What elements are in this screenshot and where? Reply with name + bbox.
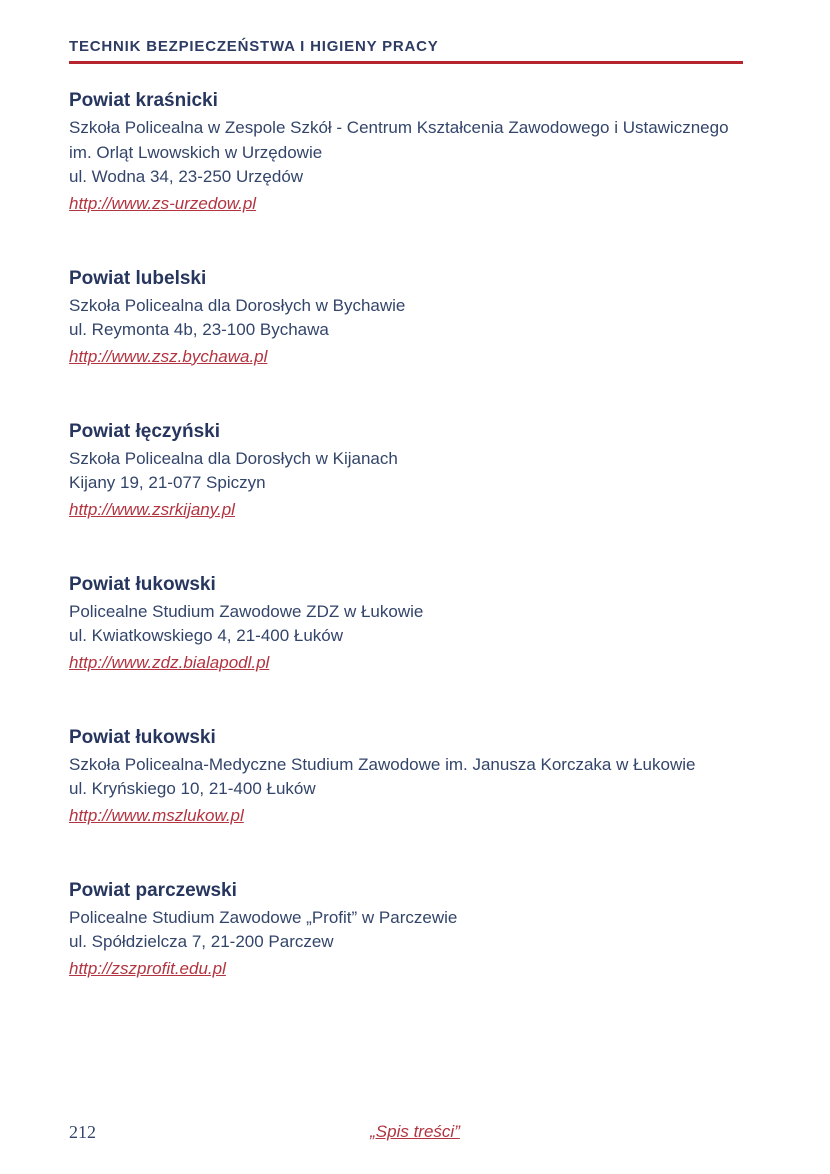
school-entry [69, 88, 743, 216]
page-footer [0, 1122, 830, 1146]
school-name-line: Policealne Studium Zawodowe „Profit” w Parczewie [69, 907, 458, 927]
school-name-line: Policealne Studium Zawodowe ZDZ w Łukowie [69, 601, 424, 621]
school-address-line: ul. Kryńskiego 10, 21-400 Łuków [69, 779, 316, 798]
school-name-line: Szkoła Policealna dla Dorosłych w Bychawie [69, 295, 406, 315]
school-entry [69, 725, 743, 828]
county-heading: Powiat łukowski [69, 726, 216, 748]
county-heading: Powiat łęczyński [69, 420, 221, 442]
school-address-line: ul. Spółdzielcza 7, 21-200 Parczew [69, 932, 334, 951]
school-address-line: ul. Reymonta 4b, 23-100 Bychawa [69, 320, 329, 339]
school-address-line: ul. Wodna 34, 23-250 Urzędów [69, 167, 304, 186]
school-website-link[interactable]: http://www.zs-urzedow.pl [69, 193, 257, 213]
page-content [69, 38, 743, 1031]
table-of-contents-link[interactable]: „Spis treści” [370, 1122, 460, 1141]
school-name-line: Szkoła Policealna-Medyczne Studium Zawodowe im. Janusza Korczaka w Łukowie [69, 754, 696, 774]
school-website-link[interactable]: http://www.zdz.bialapodl.pl [69, 652, 270, 672]
school-address-line: ul. Kwiatkowskiego 4, 21-400 Łuków [69, 626, 344, 645]
school-entry [69, 572, 743, 675]
school-website-link[interactable]: http://www.zsrkijany.pl [69, 499, 235, 519]
page-title: TECHNIK BEZPIECZEŃSTWA I HIGIENY PRACY [69, 38, 439, 55]
school-address-line: Kijany 19, 21-077 Spiczyn [69, 473, 266, 492]
school-website-link[interactable]: http://www.zsz.bychawa.pl [69, 346, 268, 366]
county-heading: Powiat łukowski [69, 573, 216, 595]
school-entry [69, 266, 743, 369]
county-heading: Powiat parczewski [69, 879, 237, 901]
school-name-line: Szkoła Policealna w Zespole Szkół - Centrum Kształcenia Zawodowego i Ustawicznego [69, 118, 729, 137]
school-name-line: im. Orląt Lwowskich w Urzędowie [69, 142, 323, 162]
school-entry [69, 419, 743, 522]
county-heading: Powiat kraśnicki [69, 90, 218, 111]
page-number: 212 [69, 1122, 96, 1142]
school-name-line: Szkoła Policealna dla Dorosłych w Kijanach [69, 448, 398, 468]
school-entry [69, 878, 743, 981]
county-heading: Powiat lubelski [69, 267, 207, 289]
school-website-link[interactable]: http://zszprofit.edu.pl [69, 958, 226, 978]
school-website-link[interactable]: http://www.mszlukow.pl [69, 805, 244, 825]
header-rule-divider [69, 61, 743, 64]
